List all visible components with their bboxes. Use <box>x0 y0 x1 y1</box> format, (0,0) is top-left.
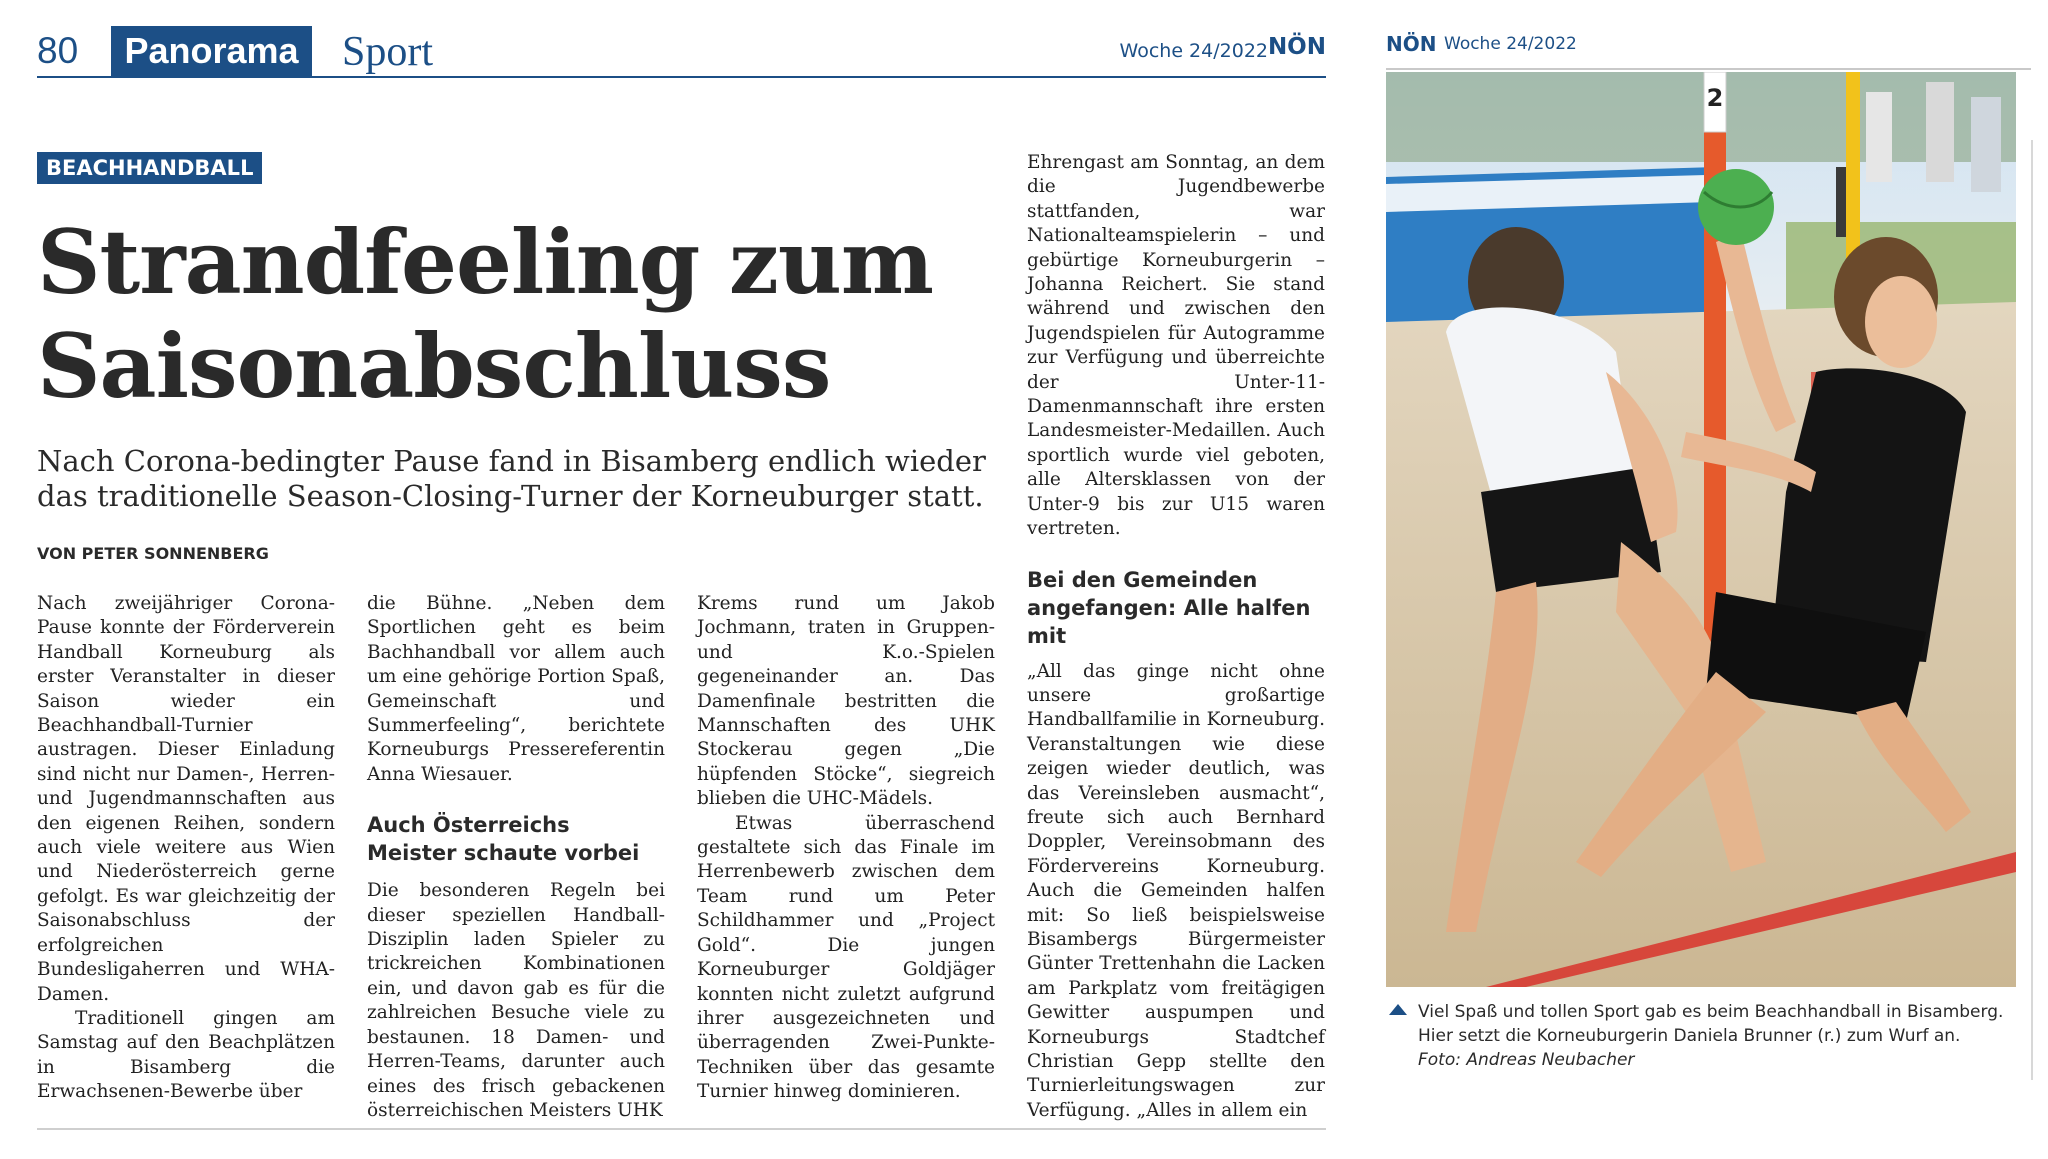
text-column-4 <box>1027 151 1325 1123</box>
photo-brand-logo: NÖN <box>1386 32 1437 56</box>
goalpost-number: 2 <box>1706 84 1724 112</box>
body-paragraph-continued: die Bühne. „Neben dem Sportlichen geht es beim Bachhandball vor allem auch um eine gehörige Portion Spaß, Gemeinschaft und Summerfeeling“, berichtete Korneuburgs Pressereferentin Anna Wiesauer. <box>367 593 665 785</box>
body-paragraph: „All das ginge nicht ohne unsere großartige Handballfamilie in Korneuburg. Veranstaltungen wie diese zeigen wieder deutlich, was das Vereinsleben ausmacht“, freute sich auch Bernhard Doppler, Vereinsobmann des Fördervereins Korneuburg. Auch die Gemeinden halfen mit: So ließ beispielsweise Bisambergs Bürgermeister Günter Trettenhahn die Lacken am Parkplatz vom freitägigen Gewitter auspumpen und Korneuburgs Stadtchef Christian Gepp stellte den Turnierleitungswagen zur Verfügung. „Alles in allem ein <box>1027 660 1325 1121</box>
header-brand-logo: NÖN <box>1267 34 1326 60</box>
caption-arrow-icon <box>1389 1004 1407 1015</box>
photo-caption <box>1418 1000 2028 1072</box>
bottom-rule <box>37 1128 1326 1130</box>
body-paragraph: Etwas überraschend gestaltete sich das Finale im Herrenbewerb zwischen dem Team rund um Peter Schildhammer und „Project Gold“. Die jungen Korneuburger Goldjäger konnten nicht zuletzt aufgrund ihrer ausgezeichneten und überragenden Zwei-Punkte-Techniken über das gesamte Turnier hinweg dominieren. <box>697 812 995 1103</box>
caption-line: Viel Spaß und tollen Sport gab es beim Beachhandball in Bisamberg. <box>1418 1002 2004 1022</box>
article-byline: VON PETER SONNENBERG <box>37 544 269 563</box>
body-paragraph-continued: Ehrengast am Sonntag, an dem die Jugendbewerbe stattfanden, war Nationalteamspielerin – und gebürtige Korneuburgerin – Johanna Reichert. Sie stand während und zwischen den Jugendspielen für Autogramme zur Verfügung und überreichte der Unter-11-Damenmannschaft ihre ersten Landesmeister-Medaillen. Auch sportlich wurde viel geboten, alle Altersklassen von der Unter-9 bis zur U15 waren vertreten. <box>1027 152 1325 540</box>
body-paragraph: Traditionell gingen am Samstag auf den Beachplätzen in Bisamberg die Erwachsenen-Bewerbe über <box>37 1007 335 1103</box>
subheading: Auch Österreichs Meister schaute vorbei <box>367 813 640 866</box>
body-paragraph-continued: Krems rund um Jakob Jochmann, traten in Gruppen- und K.o.-Spielen gegeneinander an. Das Damenfinale bestritten die Mannschaften des UHK Stockerau gegen „Die hüpfenden Stöcke“, siegreich blieben die UHC-Mädels. <box>697 593 995 810</box>
beachhandball-photo <box>1386 72 2016 987</box>
subheading: Bei den Gemeinden angefangen: Alle halfen mit <box>1027 567 1311 648</box>
header-week: Woche 24/2022 <box>1119 40 1268 62</box>
photo-week: Woche 24/2022 <box>1444 34 1577 54</box>
text-column-1 <box>37 592 335 1105</box>
photo-illustration <box>1386 72 2016 987</box>
page-number: 80 <box>37 30 79 71</box>
page-header <box>37 24 1326 78</box>
photo-top-rule <box>1386 68 2031 70</box>
photo-credit: Foto: Andreas Neubacher <box>1418 1050 1635 1070</box>
spectator <box>1926 82 1954 182</box>
player-right-face <box>1865 276 1937 368</box>
spectator <box>1971 97 2001 192</box>
side-rule <box>2031 140 2033 1080</box>
trees <box>1386 72 2016 162</box>
text-column-3 <box>697 592 995 1105</box>
article-lead: Nach Corona-bedingter Pause fand in Bisamberg endlich wieder das traditionelle Season-Closing-Turner der Korneuburger statt. <box>37 444 986 513</box>
section-label: Sport <box>342 29 434 75</box>
article-headline: Strandfeeling zum Saisonabschluss <box>37 210 933 418</box>
body-paragraph: Die besonderen Regeln bei dieser speziellen Handball-Disziplin laden Spieler zu trickreichen Kombinationen ein, und davon gab es für die zahlreichen Besuche viele zu bestaunen. 18 Damen- und Herren-Teams, darunter auch eines des frisch gebackenen österreichischen Meisters UHK <box>367 880 665 1121</box>
spectator <box>1866 92 1892 182</box>
body-paragraph: Nach zweijähriger Corona-Pause konnte der Förderverein Handball Korneuburg als erster Veranstalter in dieser Saison wieder ein Beachhandball-Turnier austragen. Dieser Einladung sind nicht nur Damen-, Herren- und Jugendmannschaften aus den eigenen Reihen, sondern auch viele weitere aus Wien und Niederösterreich gerne gefolgt. Es war gleichzeitig der Saisonabschluss der erfolgreichen Bundesligaherren und WHA-Damen. <box>37 593 335 1005</box>
text-column-2 <box>367 592 665 1123</box>
ressort-label: Panorama <box>111 26 312 76</box>
caption-line: Hier setzt die Korneuburgerin Daniela Brunner (r.) zum Wurf an. <box>1418 1026 1961 1046</box>
topic-tag: BEACHHANDBALL <box>37 152 262 184</box>
